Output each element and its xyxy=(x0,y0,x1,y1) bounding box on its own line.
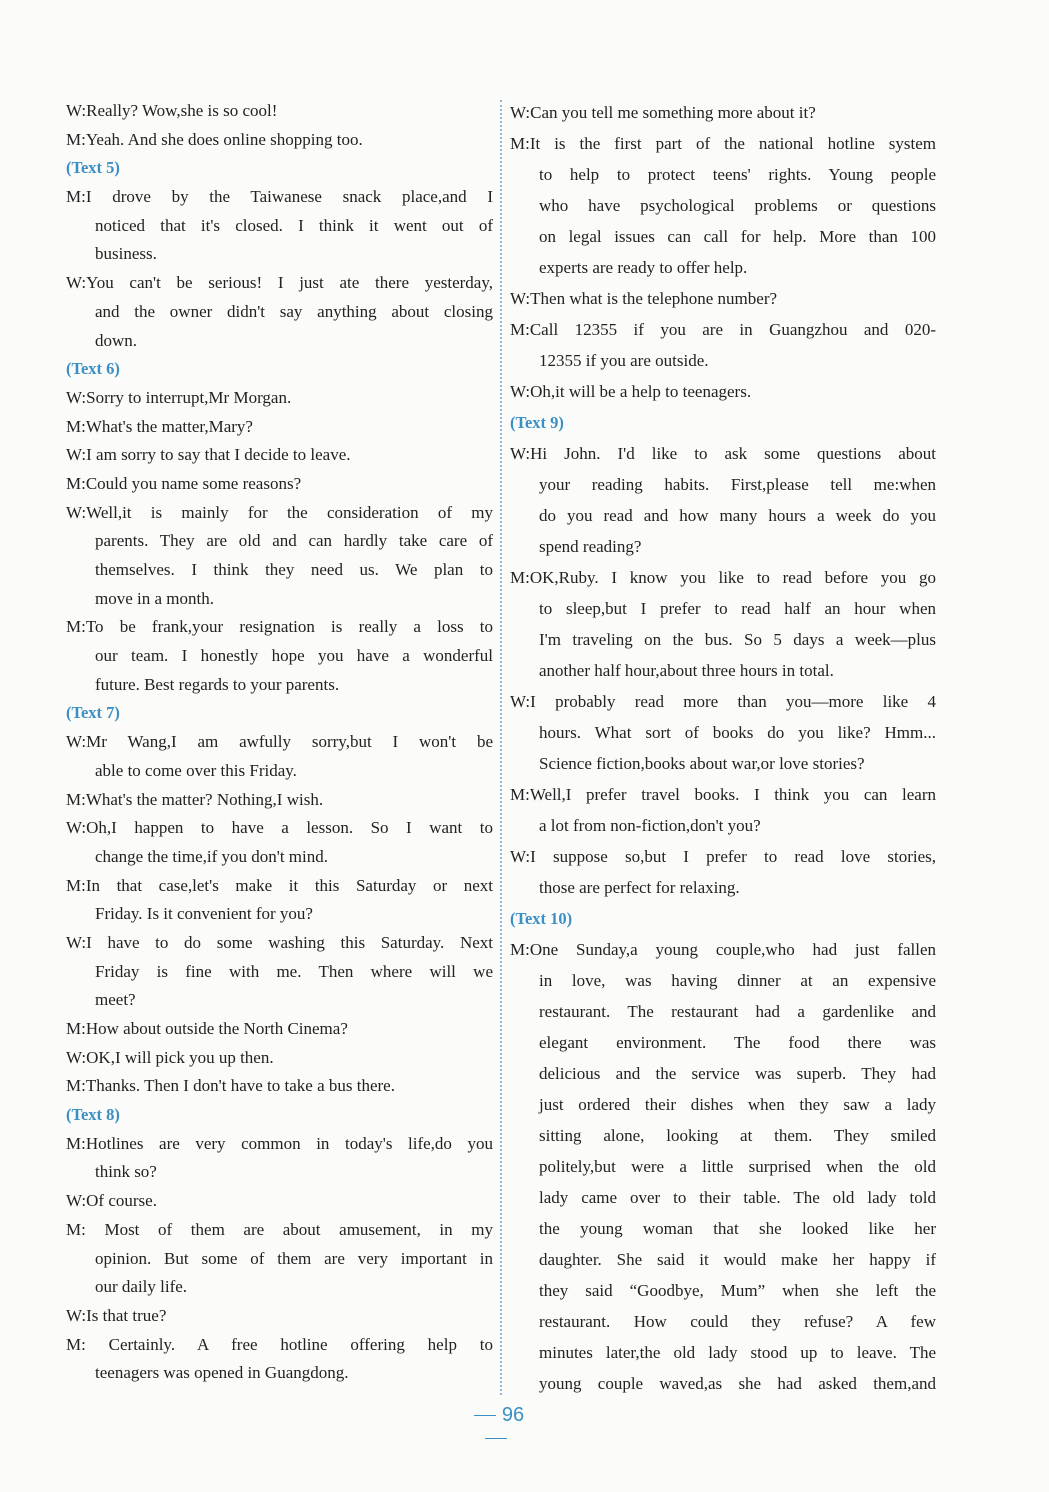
dialogue-line: do you read and how many hours a week do you xyxy=(539,506,936,525)
dialogue-line: sitting alone, looking at them. They smiled xyxy=(539,1126,936,1145)
dialogue-line: M: Certainly. A free hotline offering help to xyxy=(66,1334,493,1354)
dialogue-line: restaurant. How could they refuse? A few xyxy=(539,1312,936,1331)
dialogue-line: W:Oh,I happen to have a lesson. So I want to xyxy=(66,818,493,838)
dialogue-line: another half hour,about three hours in total. xyxy=(539,661,834,680)
dialogue-line: lady came over to their table. The old lady told xyxy=(539,1188,936,1207)
dialogue-line: W:Can you tell me something more about it? xyxy=(510,103,816,122)
dialogue-line: themselves. I think they need us. We plan to xyxy=(95,560,493,579)
dialogue-line: Friday is fine with me. Then where will we xyxy=(95,961,493,981)
dialogue-line: M:To be frank,your resignation is really a loss to xyxy=(66,617,493,637)
page-number-dash-right xyxy=(485,1438,507,1439)
dialogue-line: Science fiction,books about war,or love stories? xyxy=(539,754,865,773)
dialogue-line: your reading habits. First,please tell me:when xyxy=(539,475,936,494)
dialogue-line: M: Most of them are about amusement, in my xyxy=(66,1219,493,1239)
dialogue-line: minutes later,the old lady stood up to leave. The xyxy=(539,1343,936,1362)
dialogue-line: W:Then what is the telephone number? xyxy=(510,289,778,308)
dialogue-line: W:I am sorry to say that I decide to leave. xyxy=(66,445,351,465)
dialogue-line: elegant environment. The food there was xyxy=(539,1033,936,1052)
dialogue-line: W:Mr Wang,I am awfully sorry,but I won't be xyxy=(66,732,493,752)
dialogue-line: in love, was having dinner at an expensive xyxy=(539,971,936,990)
dialogue-line: move in a month. xyxy=(95,588,214,608)
dialogue-line: noticed that it's closed. I think it went out of xyxy=(95,215,493,235)
dialogue-line: our daily life. xyxy=(95,1277,188,1297)
dialogue-line: W:Hi John. I'd like to ask some questions about xyxy=(510,444,936,463)
left-column xyxy=(66,97,493,1388)
dialogue-line: W:Is that true? xyxy=(66,1305,167,1325)
dialogue-line: W:Well,it is mainly for the consideration of my xyxy=(66,502,493,522)
dialogue-line: think so? xyxy=(95,1162,157,1182)
page-number-dash-left xyxy=(474,1415,496,1416)
dialogue-line: M:Could you name some reasons? xyxy=(66,473,302,493)
dialogue-line: to help to protect teens' rights. Young people xyxy=(539,165,936,184)
dialogue-line: the young woman that she looked like her xyxy=(539,1219,936,1238)
section-heading: (Text 7) xyxy=(66,703,120,723)
dialogue-line: restaurant. The restaurant had a gardenlike and xyxy=(539,1002,936,1021)
dialogue-line: able to come over this Friday. xyxy=(95,760,297,780)
column-divider xyxy=(500,100,502,1395)
dialogue-line: W:I suppose so,but I prefer to read love stories, xyxy=(510,847,936,866)
dialogue-line: who have psychological problems or questions xyxy=(539,196,936,215)
dialogue-line: 12355 if you are outside. xyxy=(539,351,709,370)
dialogue-line: they said “Goodbye, Mum” when she left the xyxy=(539,1281,936,1300)
dialogue-line: those are perfect for relaxing. xyxy=(539,878,740,897)
dialogue-line: politely,but were a little surprised when the old xyxy=(539,1157,936,1176)
dialogue-line: W:OK,I will pick you up then. xyxy=(66,1047,274,1067)
dialogue-line: M:One Sunday,a young couple,who had just fallen xyxy=(510,940,936,959)
dialogue-line: M:OK,Ruby. I know you like to read before you go xyxy=(510,568,936,587)
dialogue-line: W:You can't be serious! I just ate there yesterday, xyxy=(66,273,493,293)
dialogue-line: W:Of course. xyxy=(66,1191,157,1211)
dialogue-line: down. xyxy=(95,330,138,350)
dialogue-line: W:I probably read more than you—more like 4 xyxy=(510,692,936,711)
dialogue-line: W:I have to do some washing this Saturday. Next xyxy=(66,932,493,952)
section-heading: (Text 8) xyxy=(66,1105,120,1125)
section-heading: (Text 9) xyxy=(510,413,564,432)
section-heading: (Text 10) xyxy=(510,909,573,928)
dialogue-line: teenagers was opened in Guangdong. xyxy=(95,1363,349,1383)
dialogue-line: meet? xyxy=(95,990,136,1010)
dialogue-line: daughter. She said it would make her happy if xyxy=(539,1250,936,1269)
dialogue-line: on legal issues can call for help. More than 100 xyxy=(539,227,936,246)
dialogue-line: M:Yeah. And she does online shopping too. xyxy=(66,129,363,149)
dialogue-line: future. Best regards to your parents. xyxy=(95,674,340,694)
dialogue-line: M:Hotlines are very common in today's life,do you xyxy=(66,1133,493,1153)
dialogue-line: W:Oh,it will be a help to teenagers. xyxy=(510,382,752,401)
dialogue-line: M:It is the first part of the national hotline system xyxy=(510,134,936,153)
section-heading: (Text 6) xyxy=(66,359,120,379)
dialogue-line: to sleep,but I prefer to read half an hour when xyxy=(539,599,936,618)
dialogue-line: our team. I honestly hope you have a wonderful xyxy=(95,646,493,666)
dialogue-line: M:Well,I prefer travel books. I think you can learn xyxy=(510,785,936,804)
dialogue-line: M:In that case,let's make it this Saturday or next xyxy=(66,875,493,895)
dialogue-line: young couple waved,as she had asked them,and xyxy=(539,1374,936,1393)
dialogue-line: I'm traveling on the bus. So 5 days a week—plus xyxy=(539,630,936,649)
dialogue-line: just ordered their dishes when they saw a lady xyxy=(539,1095,936,1114)
page-number-text: 96 xyxy=(501,1404,525,1426)
dialogue-line: Friday. Is it convenient for you? xyxy=(95,904,313,924)
page-number xyxy=(454,1404,538,1450)
right-column xyxy=(510,97,936,1399)
dialogue-line: spend reading? xyxy=(539,537,642,556)
dialogue-line: hours. What sort of books do you like? Hmm... xyxy=(539,723,936,742)
dialogue-line: M:Thanks. Then I don't have to take a bus there. xyxy=(66,1076,395,1096)
dialogue-line: W:Really? Wow,she is so cool! xyxy=(66,101,278,120)
dialogue-line: M:Call 12355 if you are in Guangzhou and 020- xyxy=(510,320,936,339)
dialogue-line: M:What's the matter,Mary? xyxy=(66,416,253,436)
dialogue-line: a lot from non-fiction,don't you? xyxy=(539,816,761,835)
dialogue-line: W:Sorry to interrupt,Mr Morgan. xyxy=(66,387,292,407)
dialogue-line: change the time,if you don't mind. xyxy=(95,846,328,866)
dialogue-line: M:What's the matter? Nothing,I wish. xyxy=(66,789,324,809)
dialogue-line: and the owner didn't say anything about closing xyxy=(95,301,493,321)
dialogue-line: M:How about outside the North Cinema? xyxy=(66,1019,348,1038)
dialogue-line: experts are ready to offer help. xyxy=(539,258,748,277)
dialogue-line: delicious and the service was superb. They had xyxy=(539,1064,936,1083)
dialogue-line: parents. They are old and can hardly take care of xyxy=(95,531,493,551)
dialogue-line: opinion. But some of them are very important in xyxy=(95,1248,493,1268)
section-heading: (Text 5) xyxy=(66,158,120,178)
dialogue-line: business. xyxy=(95,244,157,264)
dialogue-line: M:I drove by the Taiwanese snack place,and I xyxy=(66,187,493,207)
